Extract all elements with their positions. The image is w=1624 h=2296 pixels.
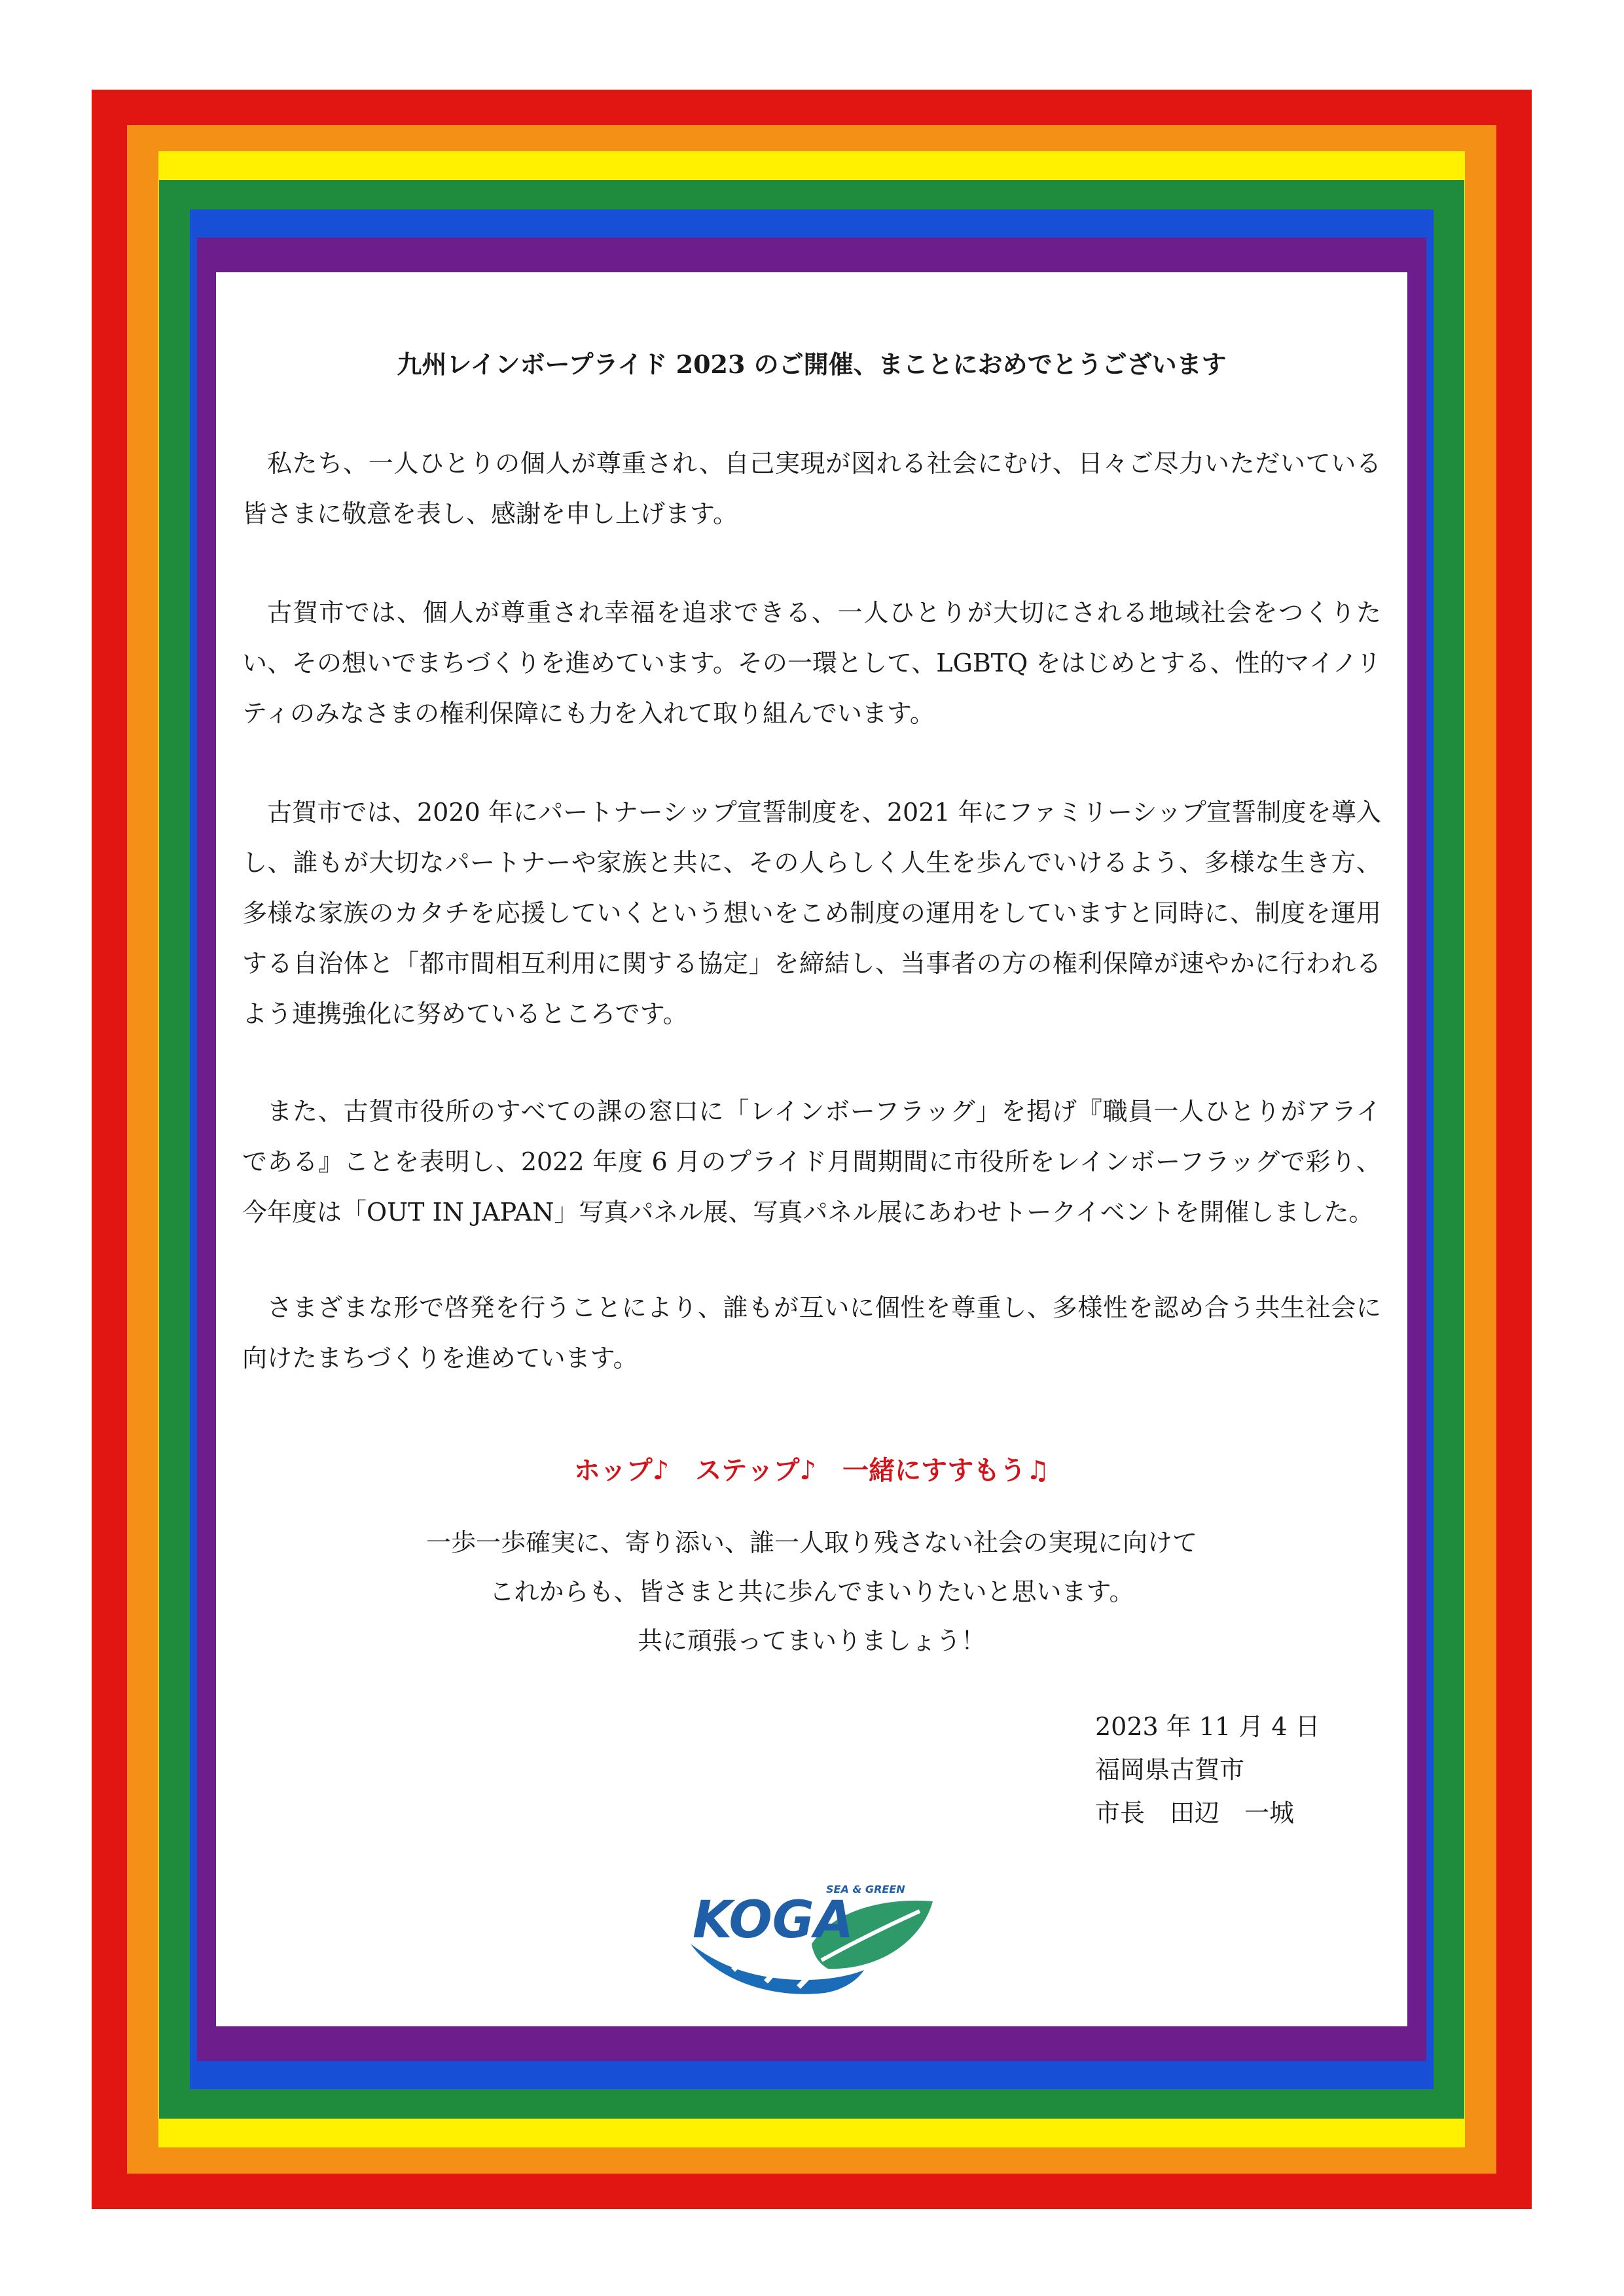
- closing-line-1: 一歩一歩確実に、寄り添い、誰一人取り残さない社会の実現に向けて: [425, 1528, 1197, 1557]
- letter-title: 九州レインボープライド 2023 のご開催、まことにおめでとうございます: [397, 350, 1227, 379]
- logo-text: KOGA: [693, 1891, 854, 1950]
- signer-organization: 福岡県古賀市: [1095, 1755, 1245, 1784]
- paragraph-4: また、古賀市役所のすべての課の窓口に「レインボーフラッグ」を掲げ『職員一人ひとりがアライである』ことを表明し、2022 年度 6 月のプライド月間期間に市役所をレインボーフラッグで彩り、今年度は「OUT IN JAPAN」写真パネル展、写真パネル展にあわせトークイベントを開催しました。: [242, 1097, 1381, 1227]
- closing-message: [242, 1518, 1381, 1666]
- paragraph-3: 古賀市では、2020 年にパートナーシップ宣誓制度を、2021 年にファミリーシップ宣誓制度を導入し、誰もが大切なパートナーや家族と共に、その人らしく人生を歩んでいけるよう、多様な生き方、多様な家族のカタチを応援していくという想いをこめ制度の運用をしていますと同時に、制度を運用する自治体と「都市間相互利用に関する協定」を締結し、当事者の方の権利保障が速やかに行われるよう連携強化に努めているところです。: [242, 798, 1381, 1028]
- koga-logo-graphic: [687, 1872, 936, 2003]
- signature-block: [1095, 1705, 1320, 1835]
- closing-line-2: これからも、皆さまと共に歩んでまいりたいと思います。: [489, 1577, 1134, 1606]
- logo-tagline: SEA & GREEN: [826, 1883, 905, 1895]
- koga-logo: [687, 1872, 936, 2003]
- signer-name: 市長 田辺 一城: [1095, 1799, 1295, 1827]
- paragraph-1: 私たち、一人ひとりの個人が尊重され、自己実現が図れる社会にむけ、日々ご尽力いただいている皆さまに敬意を表し、感謝を申し上げます。: [242, 449, 1381, 528]
- slogan: ホップ♪ ステップ♪ 一緒にすすもう♫: [573, 1455, 1050, 1486]
- paragraph-2: 古賀市では、個人が尊重され幸福を追求できる、一人ひとりが大切にされる地域社会をつくりたい、その想いでまちづくりを進めています。その一環として、LGBTQ をはじめとする、性的マイノリティのみなさまの権利保障にも力を入れて取り組んでいます。: [242, 598, 1381, 728]
- closing-line-3: 共に頑張ってまいりましょう！: [637, 1626, 986, 1655]
- letter-content: [242, 340, 1381, 2016]
- paragraph-5: さまざまな形で啓発を行うことにより、誰もが互いに個性を尊重し、多様性を認め合う共生社会に向けたまちづくりを進めています。: [242, 1293, 1381, 1372]
- letter-date: 2023 年 11 月 4 日: [1095, 1712, 1320, 1741]
